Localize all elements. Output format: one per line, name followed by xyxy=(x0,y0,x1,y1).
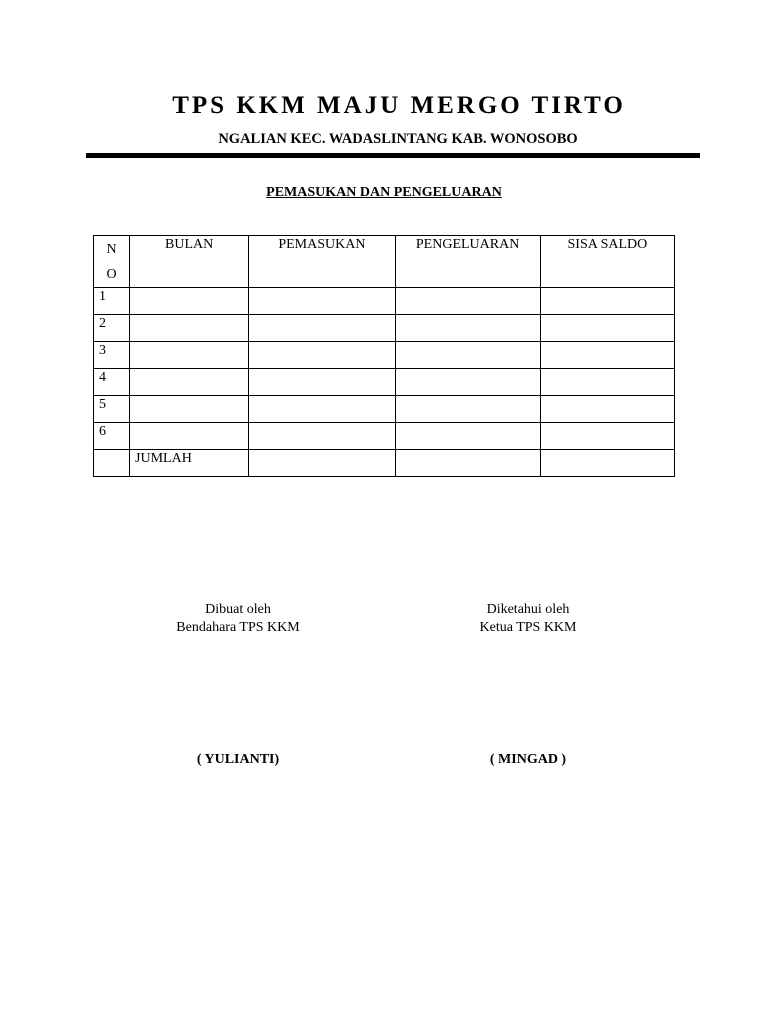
header-sisa-saldo: SISA SALDO xyxy=(540,236,674,288)
header-rule xyxy=(86,153,700,158)
header-no xyxy=(94,236,130,288)
row-no: 5 xyxy=(94,396,130,423)
cell-pemasukan xyxy=(249,369,395,396)
table-row xyxy=(94,396,675,423)
cell-bulan xyxy=(130,369,249,396)
cell-pemasukan xyxy=(249,423,395,450)
total-pemasukan xyxy=(249,450,395,477)
section-heading: PEMASUKAN DAN PENGELUARAN xyxy=(266,185,502,200)
signature-block-left xyxy=(118,601,358,637)
table-row xyxy=(94,423,675,450)
chairman-name: ( MINGAD ) xyxy=(489,752,567,767)
total-sisa-saldo xyxy=(540,450,674,477)
treasurer-role: Bendahara TPS KKM xyxy=(176,620,300,635)
cell-pemasukan xyxy=(249,288,395,315)
cell-sisa-saldo xyxy=(540,369,674,396)
cell-pemasukan xyxy=(249,396,395,423)
cell-sisa-saldo xyxy=(540,342,674,369)
header-no-bottom: O xyxy=(106,267,117,282)
cell-bulan xyxy=(130,288,249,315)
row-no: 3 xyxy=(94,342,130,369)
cell-bulan xyxy=(130,342,249,369)
header-pemasukan: PEMASUKAN xyxy=(249,236,395,288)
table-row xyxy=(94,288,675,315)
treasurer-name: ( YULIANTI) xyxy=(196,752,280,767)
row-no: 1 xyxy=(94,288,130,315)
signature-block-right xyxy=(408,601,648,637)
row-no: 4 xyxy=(94,369,130,396)
total-label: JUMLAH xyxy=(130,450,249,477)
total-no-cell xyxy=(94,450,130,477)
header-pengeluaran: PENGELUARAN xyxy=(395,236,540,288)
cell-sisa-saldo xyxy=(540,288,674,315)
ledger-table xyxy=(93,235,675,477)
acknowledged-by-label: Diketahui oleh xyxy=(486,602,570,617)
table-row xyxy=(94,315,675,342)
made-by-label: Dibuat oleh xyxy=(205,602,271,617)
cell-sisa-saldo xyxy=(540,396,674,423)
cell-pengeluaran xyxy=(395,369,540,396)
document-title: TPS KKM MAJU MERGO TIRTO xyxy=(172,92,626,119)
cell-sisa-saldo xyxy=(540,315,674,342)
total-row xyxy=(94,450,675,477)
cell-bulan xyxy=(130,315,249,342)
table-header-row xyxy=(94,236,675,288)
header-bulan: BULAN xyxy=(130,236,249,288)
total-pengeluaran xyxy=(395,450,540,477)
cell-pengeluaran xyxy=(395,396,540,423)
cell-pengeluaran xyxy=(395,342,540,369)
row-no: 6 xyxy=(94,423,130,450)
cell-pengeluaran xyxy=(395,423,540,450)
table-row xyxy=(94,369,675,396)
row-no: 2 xyxy=(94,315,130,342)
cell-bulan xyxy=(130,423,249,450)
document-subtitle: NGALIAN KEC. WADASLINTANG KAB. WONOSOBO xyxy=(218,131,578,147)
chairman-role: Ketua TPS KKM xyxy=(479,620,577,635)
header-no-top: N xyxy=(106,242,117,257)
table-row xyxy=(94,342,675,369)
cell-pengeluaran xyxy=(395,315,540,342)
cell-pengeluaran xyxy=(395,288,540,315)
cell-bulan xyxy=(130,396,249,423)
cell-sisa-saldo xyxy=(540,423,674,450)
cell-pemasukan xyxy=(249,315,395,342)
cell-pemasukan xyxy=(249,342,395,369)
